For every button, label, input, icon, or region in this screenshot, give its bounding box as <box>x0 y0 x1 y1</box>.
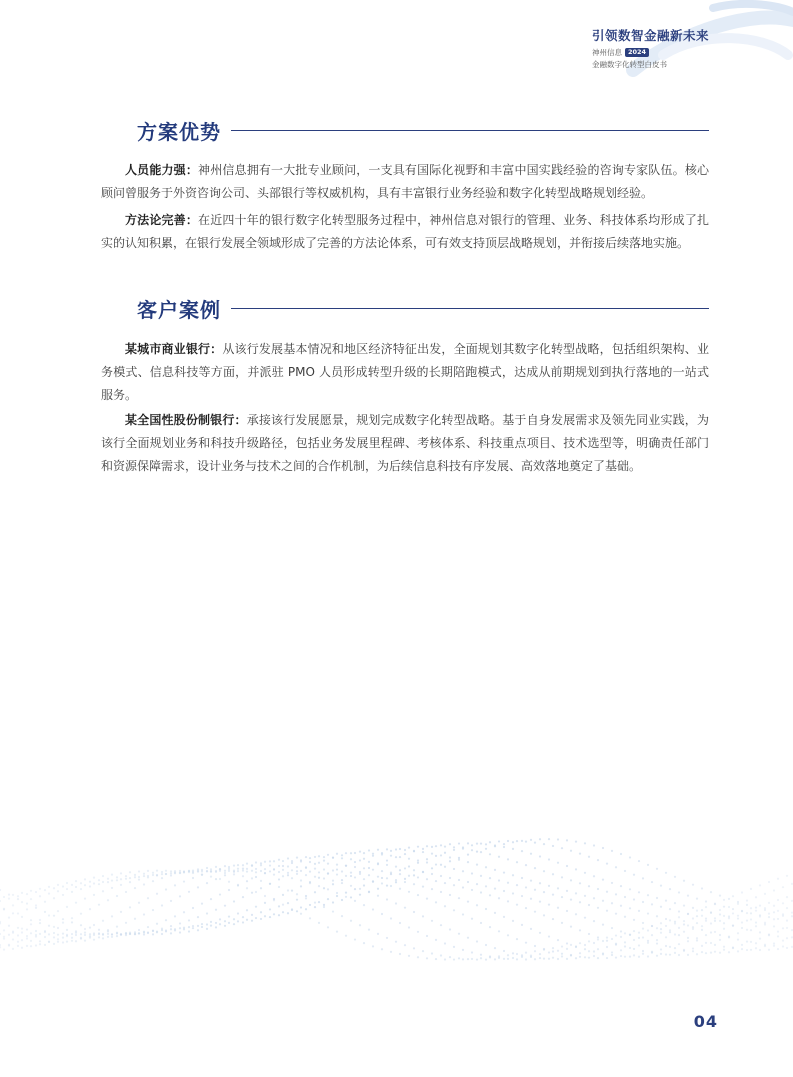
paragraph-lead: 方法论完善： <box>125 213 199 227</box>
section-heading-advantages <box>137 116 709 145</box>
decorative-dot-wave <box>0 770 793 1000</box>
report-title: 金融数字化转型白皮书 <box>591 60 667 69</box>
section-title: 方案优势 <box>137 120 221 144</box>
brand-text-block <box>592 26 709 70</box>
company-name: 神州信息 <box>591 48 622 57</box>
paragraph-text: 承接该行发展愿景，规划完成数字化转型战略。基于自身发展需求及领先同业实践，为该行全面规划业务和科技升级路径，包括业务发展里程碑、考核体系、科技重点项目、技术选型等，明确责任部门和资源保障需求，设计业务与技术之间的合作机制，为后续信息科技有序发展、高效落地奠定了基础。 <box>101 413 709 473</box>
section-divider <box>231 130 709 132</box>
paragraph-lead: 某城市商业银行： <box>125 342 223 356</box>
section-heading-cases <box>137 294 709 323</box>
paragraph-lead: 某全国性股份制银行： <box>125 413 247 427</box>
paragraph-lead: 人员能力强： <box>125 163 199 177</box>
paragraph-text: 神州信息拥有一大批专业顾问，一支具有国际化视野和丰富中国实践经验的咨询专家队伍。核心顾问曾服务于外资咨询公司、头部银行等权威机构，具有丰富银行业务经验和数字化转型战略规划经验。 <box>101 163 709 200</box>
brand-company-line <box>592 47 709 58</box>
paragraph-city-bank-case <box>101 338 709 407</box>
brand-slogan: 引领数智金融新未来 <box>591 28 709 43</box>
section-divider <box>231 308 709 310</box>
section-title: 客户案例 <box>137 298 221 322</box>
paragraph-joint-stock-bank-case <box>101 409 709 478</box>
paragraph-text: 在近四十年的银行数字化转型服务过程中，神州信息对银行的管理、业务、科技体系均形成了扎实的认知积累，在银行发展全领域形成了完善的方法论体系，可有效支持顶层战略规划，并衔接后续落地实施。 <box>101 213 709 250</box>
paragraph-text: 从该行发展基本情况和地区经济特征出发，全面规划其数字化转型战略，包括组织架构、业务模式、信息科技等方面，并派驻 PMO 人员形成转型升级的长期陪跑模式，达成从前期规划到执行落地的一站式服务。 <box>101 342 709 402</box>
paragraph-methodology <box>101 209 709 255</box>
paragraph-staff-capability <box>101 159 709 205</box>
page-number: 04 <box>693 1012 718 1031</box>
year-badge: 2024 <box>625 48 649 57</box>
header-branding <box>533 0 793 80</box>
